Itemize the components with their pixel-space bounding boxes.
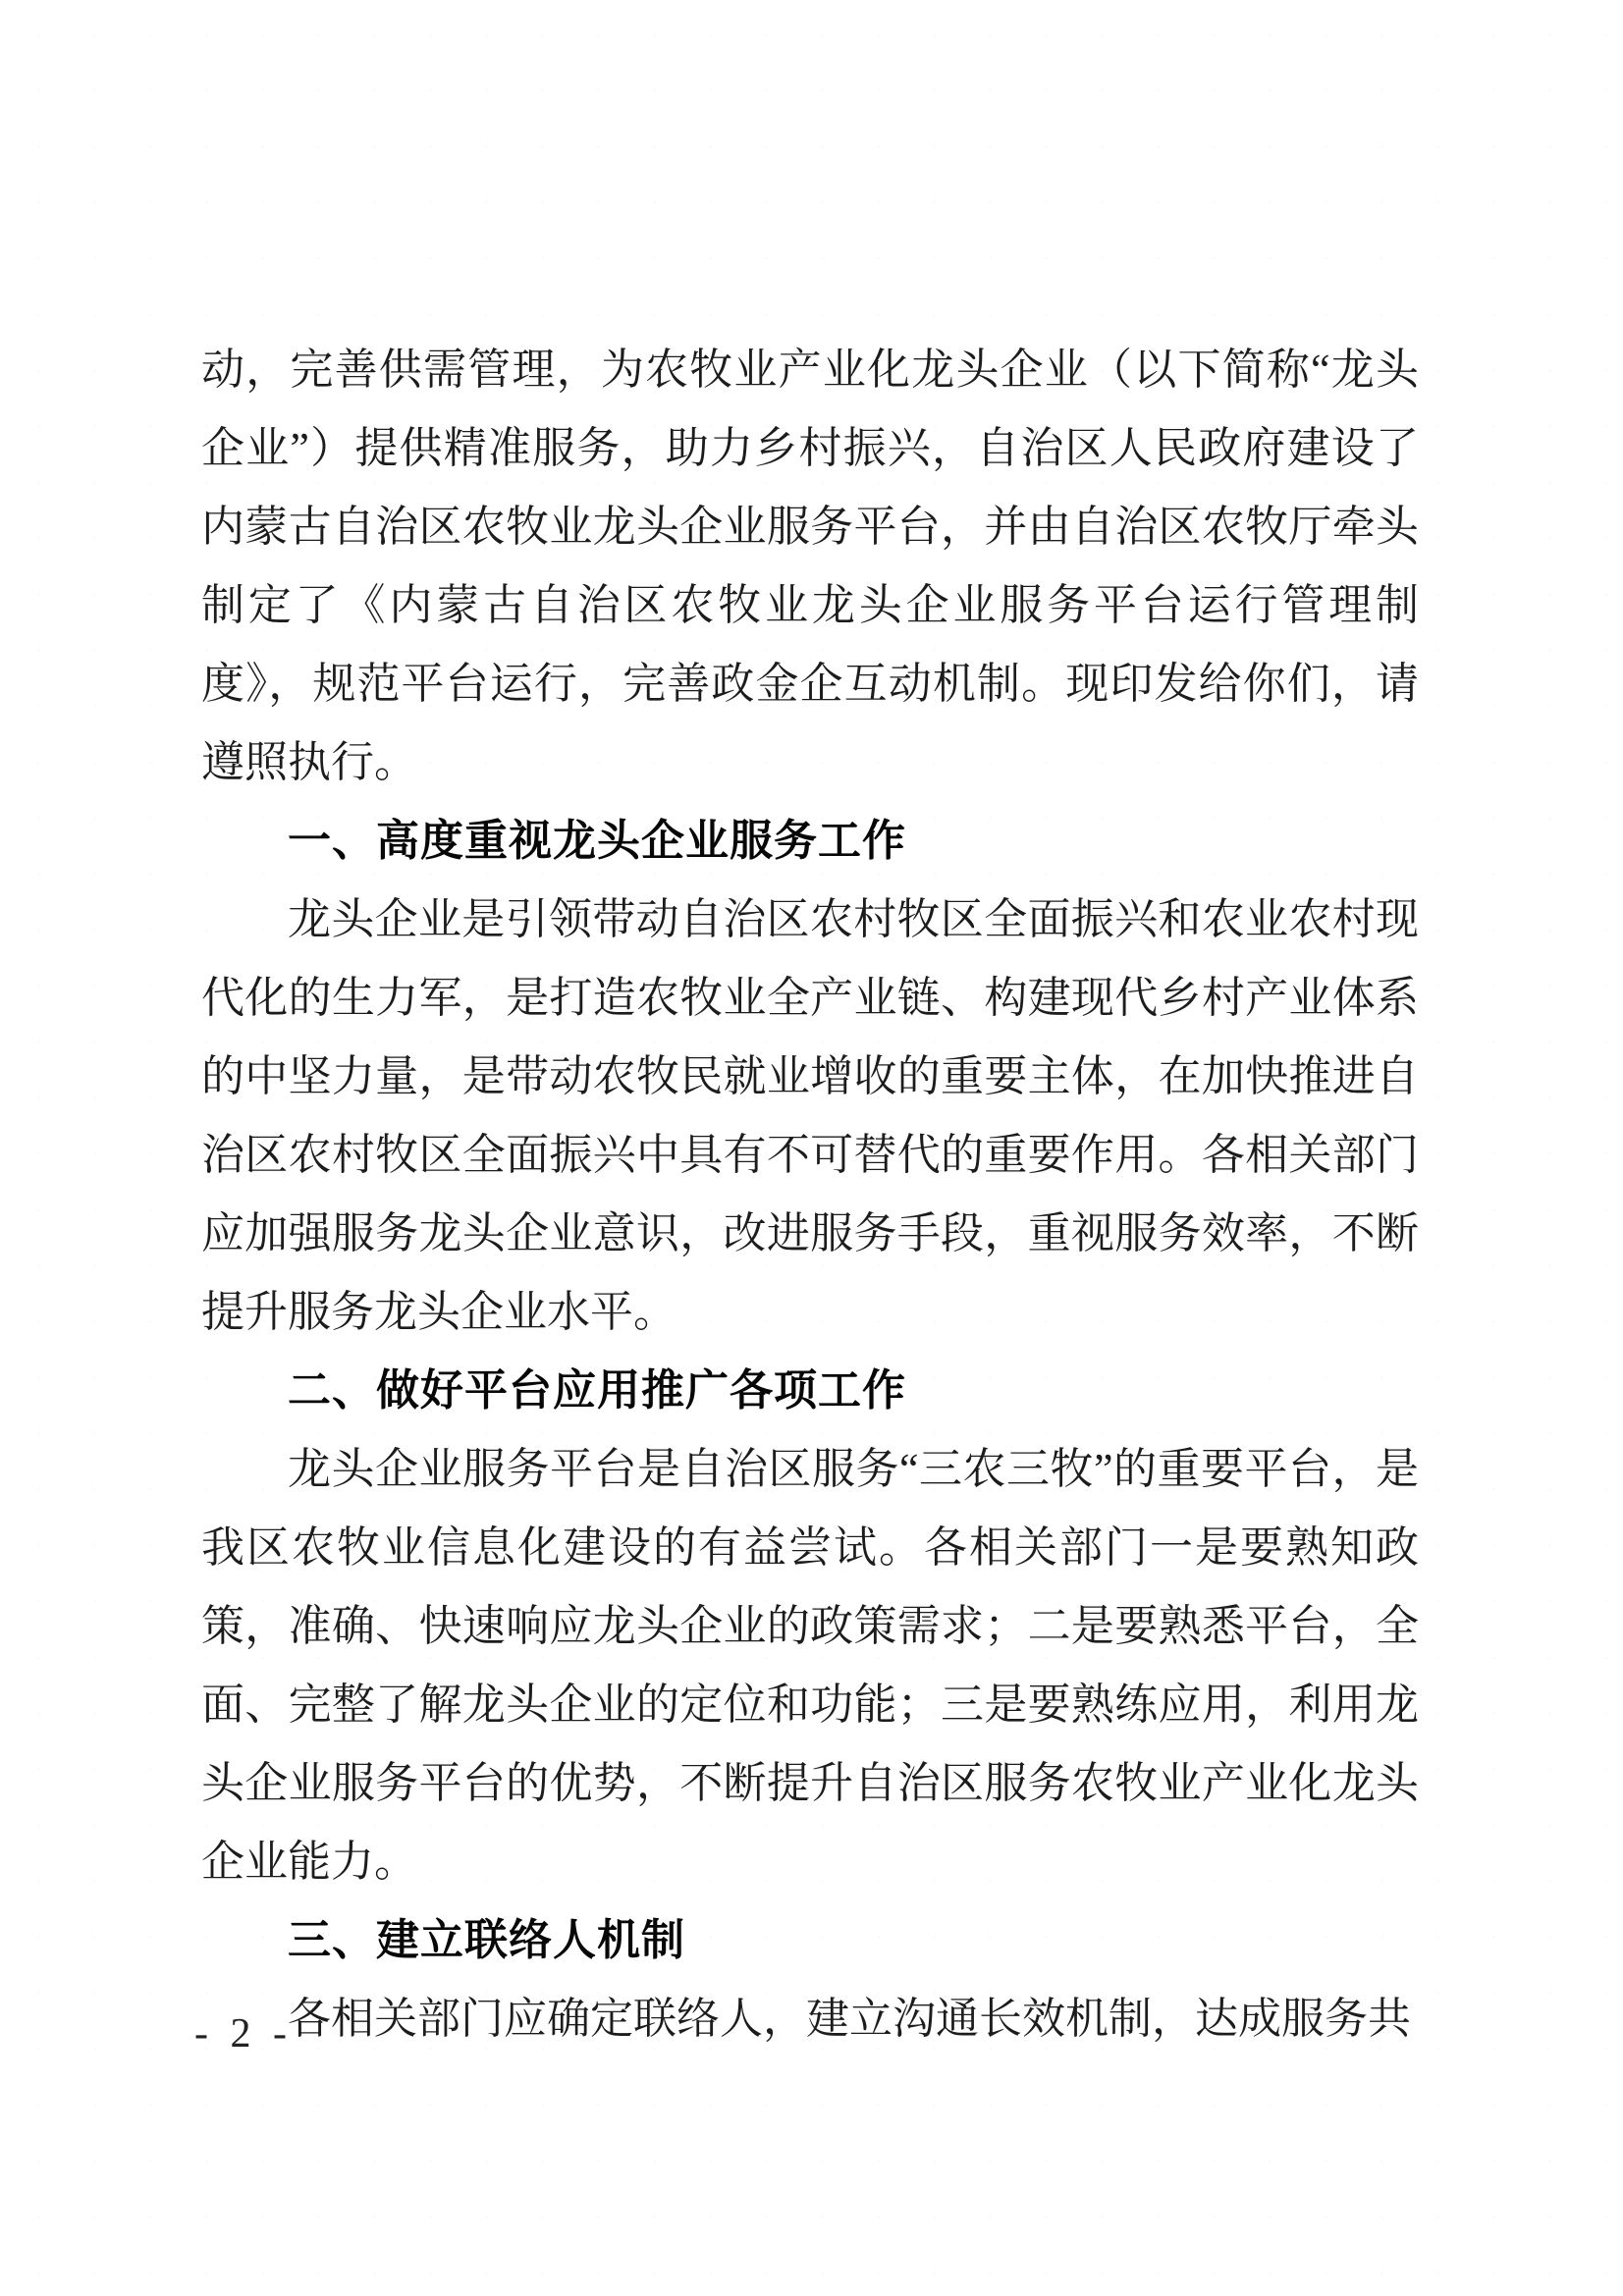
paragraph-section-3-continues-next-page: 各相关部门应确定联络人，建立沟通长效机制，达成服务共	[288, 1995, 1411, 2043]
paragraph-section-1: 龙头企业是引领带动自治区农村牧区全面振兴和农业农村现代化的生力军，是打造农牧业全产业链、构建现代乡村产业体系的中坚力量，是带动农牧民就业增收的重要主体，在加快推进自治区农村牧区全面振兴中具有不可替代的重要作用。各相关部门应加强服务龙头企业意识，改进服务手段，重视服务效率，不断提升服务龙头企业水平。	[201, 895, 1419, 1336]
section-heading-1: 一、高度重视龙头企业服务工作	[288, 817, 906, 865]
document-body	[201, 331, 1419, 2058]
paragraph-continued-from-previous-page: 动，完善供需管理，为农牧业产业化龙头企业（以下简称“龙头企业”）提供精准服务，助力乡村振兴，自治区人民政府建设了内蒙古自治区农牧业龙头企业服务平台，并由自治区农牧厅牵头制定了《内蒙古自治区农牧业龙头企业服务平台运行管理制度》，规范平台运行，完善政金企互动机制。现印发给你们，请遵照执行。	[201, 346, 1419, 786]
page-number: - 2 -	[194, 2011, 293, 2056]
section-heading-3: 三、建立联络人机制	[288, 1916, 685, 1964]
paragraph-section-2: 龙头企业服务平台是自治区服务“三农三牧”的重要平台，是我区农牧业信息化建设的有益尝试。各相关部门一是要熟知政策，准确、快速响应龙头企业的政策需求；二是要熟悉平台，全面、完整了解龙头企业的定位和功能；三是要熟练应用，利用龙头企业服务平台的优势，不断提升自治区服务农牧业产业化龙头企业能力。	[201, 1445, 1419, 1886]
section-heading-2: 二、做好平台应用推广各项工作	[288, 1366, 906, 1415]
